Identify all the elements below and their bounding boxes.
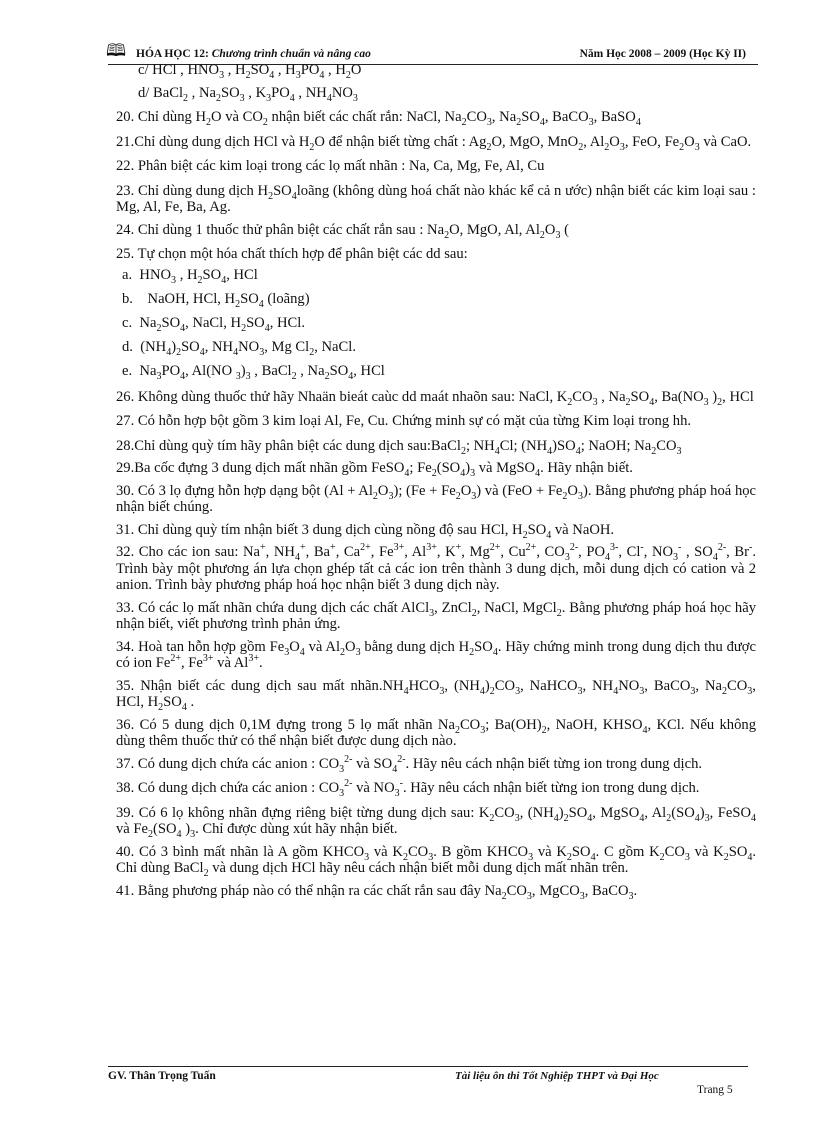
question-38: 38. Có dung dịch chứa các anion : $CO_3^{2-}$ và $NO_3^-$. Hãy nêu cách nhận biết từng ion trong dung dịch.	[116, 778, 700, 799]
question-34: 34. Hoà tan hỗn hợp gồm $Fe_3O_4$ và $Al_2O_3$ bằng dung dịch $H_2SO_4$. Hãy chứng minh trong dung dịch thu được có ion $Fe^{2+}$, $Fe^{3+}$ và $Al^{3+}$.	[116, 638, 756, 671]
question-27: 27. Có hỗn hợp bột gồm 3 kim loại Al, Fe, Cu. Chứng minh sự có mặt của từng Kim loại trong hh.	[116, 413, 692, 429]
question-28: 28.Chỉ dùng quỳ tím hãy phân biệt các dung dịch sau:BaCl$_2$; $NH_4Cl$; $(NH_4)SO_4$; NaOH; $Na_2CO_3$	[116, 437, 682, 457]
question-25-options	[116, 263, 756, 383]
question-23: 23. Chỉ dùng dung dịch $H_2SO_4loãng$ (không dùng hoá chất nào khác kể cả n ước) nhận biết các kim loại sau : Mg, Al, Fe, Ba, Ag.	[116, 182, 756, 215]
question-29: 29.Ba cốc đựng 3 dung dịch mất nhãn gồm FeSO$_4$; $Fe_2(SO_4)_3$ và MgSO$_4$. Hãy nhận biết.	[116, 460, 633, 479]
question-39: 39. Có 6 lọ không nhãn đựng riêng biệt từng dung dịch sau: $K_2CO_3$, $(NH_4)_2SO_4$, MgSO$_4$, $Al_2(SO_4)_3$, FeSO$_4$ và $Fe_2(SO_4$ )$_3$. Chỉ được dùng xút hãy nhận biết.	[116, 804, 756, 840]
question-35: 35. Nhận biết các dung dịch sau mất $nhãn.NH_4HCO_3$, $(NH_4)_2CO_3$, NaHCO$_3$, $NH_4NO_3$, BaCO$_3$, $Na_2CO_3$, HCl, $H_2SO_4$ .	[116, 677, 756, 713]
question-26: 26. Không dùng thuốc thử hãy Nhaän bieát caùc dd maát nhaõn sau: NaCl, $K_2CO_3$ , $Na_2SO_4$, $Ba(NO_3$ )$_2$, HCl	[116, 388, 754, 408]
book-icon: 🕮	[106, 41, 127, 60]
header-title: HÓA HỌC 12: Chương trình chuẩn và nâng cao	[136, 48, 371, 60]
footer-author: GV. Thân Trọng Tuấn	[108, 1070, 216, 1082]
question-25: 25. Tự chọn một hóa chất thích hợp để phân biệt các dd sau:	[116, 246, 468, 262]
option-d2: d. $(NH_4)_2SO_4$, $NH_4NO_3$, Mg $Cl_2$, NaCl.	[122, 338, 356, 358]
question-list	[116, 62, 757, 902]
question-32: 32. Cho các ion sau: Na+, $NH_4^+$, Ba+, $Ca^{2+}$, $Fe^{3+}$, $Al^{3+}$, K+, $Mg^{2+}$, $Cu^{2+}$, $CO_3^{2-}$, $PO_4^{3-}$, Cl-, $NO_3^-$ , $SO_4^{2-}$, Br-. Trình bày một phương án lựa chọn ghép tất cả các ion trên thành 3 dung dịch, mỗi dung dịch có cation và 2 anion. Trình bày phương pháp hoá học nhận biết 3 dung dịch này.	[116, 542, 756, 593]
question-21: 21.Chỉ dùng dung dịch HCl và $H_2O$ để nhận biết từng chất : $Ag_2O$, MgO, MnO$_2$, $Al_2O_3$, FeO, $Fe_2O_3$ và CaO.	[116, 133, 752, 153]
question-37: 37. Có dung dịch chứa các anion : $CO_3^{2-}$ và $SO_4^{2-}$. Hãy nêu cách nhận biết từng ion trong dung dịch.	[116, 753, 703, 775]
question-36: 36. Có 5 dung dịch 0,1M đựng trong 5 lọ mất nhãn $Na_2CO_3$; $Ba(OH)_2$, NaOH, $KHSO_4$, KCl. Nếu không dùng thêm thuốc thử có thể nhận biết được dung dịch nào.	[116, 716, 756, 749]
question-22: 22. Phân biệt các kim loại trong các lọ mất nhãn : Na, Ca, Mg, Fe, Al, Cu	[116, 158, 545, 174]
option-c2: c. $Na_2SO_4$, NaCl, $H_2SO_4$, HCl.	[122, 314, 305, 334]
footer-rule	[108, 1066, 748, 1067]
question-40: 40. Có 3 bình mất nhãn là A gồm $KHCO_3$ và $K_2CO_3$. B gồm $KHCO_3$ và $K_2SO_4$. C gồm $K_2CO_3$ và $K_2SO_4$. Chỉ dùng BaCl$_2$ và dung dịch HCl hãy nêu cách nhận biết mỗi dung dịch mất nhãn trên.	[116, 843, 757, 879]
question-33: 33. Có các lọ mất nhãn chứa dung dịch các chất AlCl$_3$, ZnCl$_2$, NaCl, MgCl$_2$. Bằng phương pháp hoá học hãy nhận biết, viết phương trình phản ứng.	[116, 599, 757, 632]
option-d: d/ BaCl$_2$ , $Na_2SO_3$ , $K_3PO_4$ , $NH_4NO_3$	[138, 84, 358, 104]
question-20: 20. Chỉ dùng $H_2O$ và $CO_2$ nhận biết các chất rắn: NaCl, $Na_2CO_3$, $Na_2SO_4$, BaCO$_3$, BaSO$_4$	[116, 109, 641, 128]
option-a: a. $HNO_3$ , $H_2SO_4$, HCl	[122, 266, 258, 286]
question-41: 41. Bằng phương pháp nào có thể nhận ra các chất rắn sau đây $Na_2CO_3$, MgCO$_3$, BaCO$_3$.	[116, 882, 638, 902]
question-31: 31. Chỉ dùng quỳ tím nhận biết 3 dung dịch cùng nồng độ sau HCl, $H_2SO_4$ và NaOH.	[116, 521, 615, 541]
question-24: 24. Chỉ dùng 1 thuốc thử phân biệt các chất rắn sau : $Na_2O$, MgO, Al, $Al_2O_3$ (	[116, 221, 569, 241]
option-c: c/ HCl , $HNO_3$ , $H_2SO_4$ , $H_3PO_4$ , $H_2O$	[138, 62, 362, 81]
option-b: b. NaOH, HCl, $H_2SO_4$ (loãng)	[122, 290, 310, 310]
option-e: e. $Na_3PO_4$, Al(NO $_3)_3$ , BaCl$_2$ , $Na_2SO_4$, HCl	[122, 362, 385, 382]
page-number: Trang 5	[697, 1084, 733, 1096]
question-30: 30. Có 3 lọ đựng hỗn hợp dạng bột $(Al + Al_2O_3)$; $(Fe + Fe_2O_3)$ và $(FeO + Fe_2O_3)$. Bằng phương pháp hoá học nhận biết chúng.	[116, 482, 757, 515]
header-year: Năm Học 2008 – 2009 (Học Kỳ II)	[579, 48, 746, 60]
footer-doc: Tài liệu ôn thi Tốt Nghiệp THPT và Đại Học	[455, 1070, 659, 1082]
